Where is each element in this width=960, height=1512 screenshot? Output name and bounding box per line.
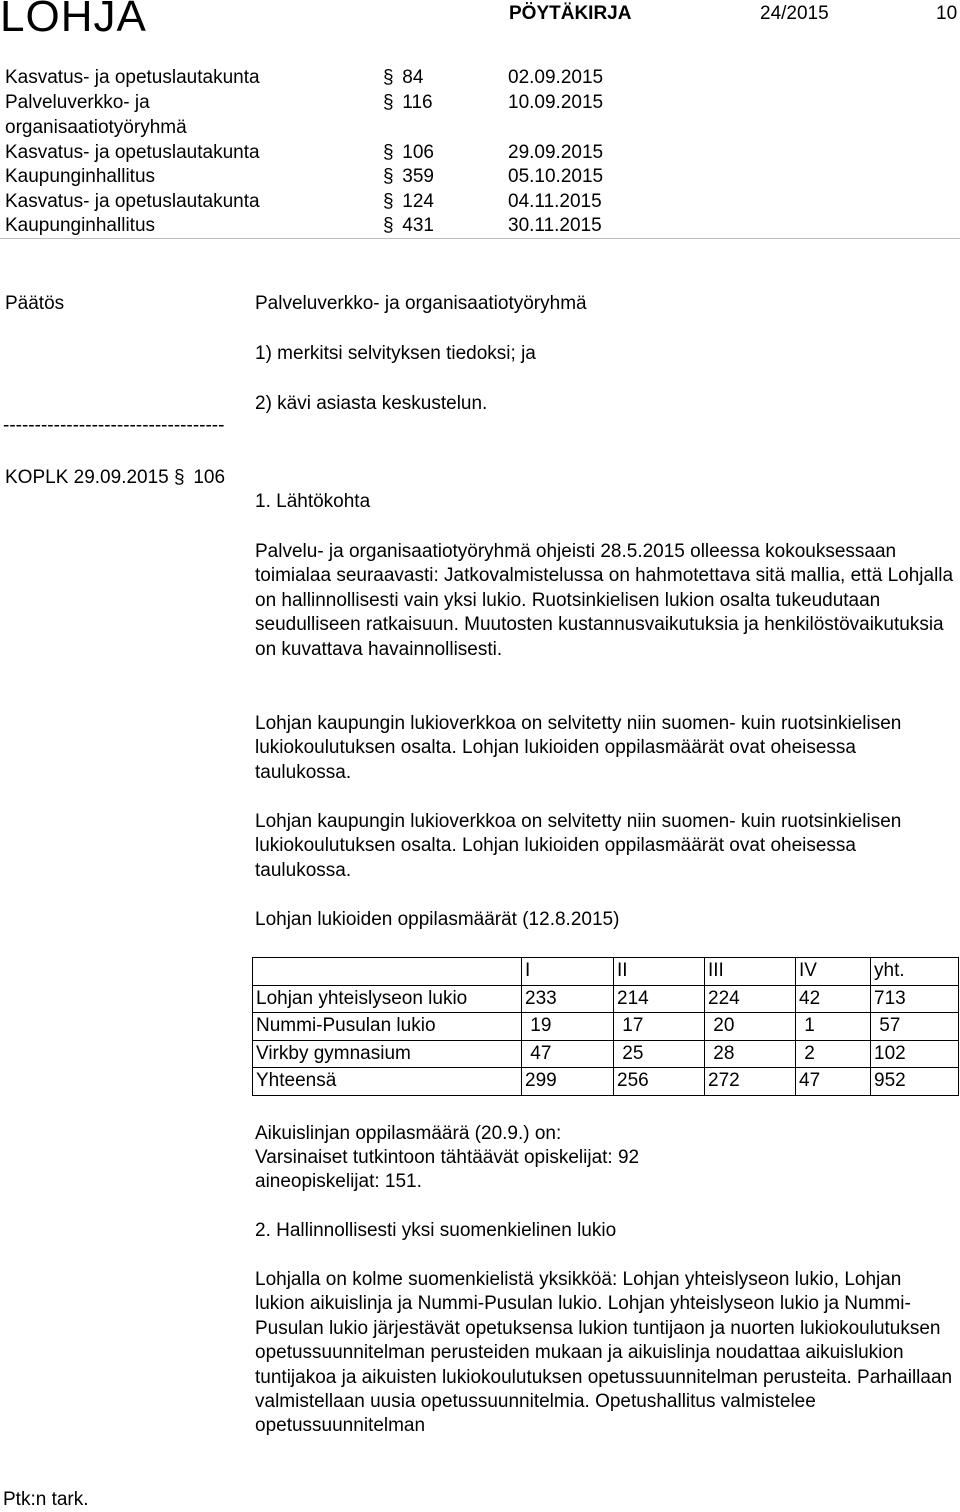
heading-1: 1. Lähtökohta: [255, 491, 371, 512]
paragraph-3: Lohjan kaupungin lukioverkkoa on selvitetty niin suomen- kuin ruotsinkielisen lukiokoulutuksen osalta. Lohjan lukioiden oppilasmäärät ovat oheisessa taulukossa.: [255, 811, 902, 881]
history-date: 30.11.2015: [508, 215, 602, 236]
table-cell: Lohjan yhteislyseon lukio: [253, 985, 522, 1013]
paragraph-4: Lohjalla on kolme suomenkielistä yksikköä: Lohjan yhteislyseon lukio, Lohjan lukion aikuislinja ja Nummi-Pusulan lukio. Lohjan yhteislyseon lukio ja Nummi-Pusulan lukio järjestävät opetuksensa lukion tuntijaon ja nuorten lukiokoulutuksen opetussuunnitelman perusteiden mukaan ja aikuislinja noudattaa aikuislukion tuntijakoa ja aikuisten lukiokoulutuksen opetussuunnitelman perusteita. Parhaillaan valmistellaan uusia opetussuunnitelmia. Opetushallitus valmistelee opetussuunnitelman: [255, 1269, 953, 1437]
table-cell: 952: [871, 1068, 959, 1096]
table-cell: Yhteensä: [253, 1068, 522, 1096]
table-cell: [253, 958, 522, 986]
document-type: PÖYTÄKIRJA: [509, 3, 632, 24]
table-row: [253, 985, 959, 1013]
table-cell: 20: [705, 1013, 796, 1041]
table-cell: 272: [705, 1068, 796, 1096]
table-cell: 2: [796, 1040, 871, 1068]
section-sign: §: [174, 467, 185, 488]
adult-line-3: aineopiskelijat: 151.: [255, 1171, 422, 1192]
table-cell: 28: [705, 1040, 796, 1068]
table-title: Lohjan lukioiden oppilasmäärät (12.8.2015): [255, 909, 620, 930]
table-header-row: [253, 958, 959, 986]
history-date: 02.09.2015: [508, 67, 604, 88]
history-body-cont: organisaatiotyöryhmä: [5, 117, 187, 138]
decision-label: Päätös: [5, 293, 65, 314]
section-sign: §: [383, 215, 394, 236]
table-cell: 57: [871, 1013, 959, 1041]
kopl-reference: KOPLK 29.09.2015 § 106: [5, 467, 226, 488]
paragraph-1: Palvelu- ja organisaatiotyöryhmä ohjeisti 28.5.2015 olleessa kokouksessaan toimialaa seuraavasti: Jatkovalmistelussa on hahmotettava sitä mallia, että Lohjalla on hallinnollisesti vain yksi lukio. Ruotsinkielisen lukion osalta tukeudutaan seudulliseen ratkaisuun. Muutosten kustannusvaikutuksia ja henkilöstövaikutuksia on kuvattava havainnollisesti.: [255, 541, 954, 660]
history-date: 29.09.2015: [508, 142, 604, 163]
table-row: [253, 1040, 959, 1068]
page-number: 10: [936, 3, 958, 24]
history-body: Kaupunginhallitus: [5, 215, 156, 236]
divider: [0, 238, 960, 239]
table-cell: I: [522, 958, 614, 986]
section-sign: §: [383, 92, 394, 113]
table-row: [253, 1013, 959, 1041]
table-cell: 102: [871, 1040, 959, 1068]
document-number: 24/2015: [760, 3, 829, 24]
section-sign: §: [383, 166, 394, 187]
history-section: § 84: [383, 67, 424, 88]
history-body: Kaupunginhallitus: [5, 166, 156, 187]
table-cell: 224: [705, 985, 796, 1013]
decision-item-2: 2) kävi asiasta keskustelun.: [255, 393, 488, 414]
table-cell: 233: [522, 985, 614, 1013]
table-cell: 299: [522, 1068, 614, 1096]
section-sign: §: [383, 142, 394, 163]
table-cell: 214: [614, 985, 705, 1013]
table-cell: Nummi-Pusulan lukio: [253, 1013, 522, 1041]
history-date: 04.11.2015: [508, 191, 602, 212]
table-cell: 17: [614, 1013, 705, 1041]
history-body: Kasvatus- ja opetuslautakunta: [5, 142, 260, 163]
decision-body: Palveluverkko- ja organisaatiotyöryhmä: [255, 293, 587, 314]
table-cell: 713: [871, 985, 959, 1013]
history-section: § 106: [383, 142, 434, 163]
history-date: 05.10.2015: [508, 166, 604, 187]
table-cell: 1: [796, 1013, 871, 1041]
table-cell: II: [614, 958, 705, 986]
history-body: Kasvatus- ja opetuslautakunta: [5, 191, 260, 212]
section-sign: §: [383, 191, 394, 212]
heading-2: 2. Hallinnollisesti yksi suomenkielinen lukio: [255, 1220, 617, 1241]
history-date: 10.09.2015: [508, 92, 604, 113]
table-cell: 47: [796, 1068, 871, 1096]
section-sign: §: [383, 67, 394, 88]
adult-line-2: Varsinaiset tutkintoon tähtäävät opiskelijat: 92: [255, 1147, 640, 1168]
table-cell: IV: [796, 958, 871, 986]
table-cell: yht.: [871, 958, 959, 986]
table-cell: III: [705, 958, 796, 986]
student-count-table: [252, 957, 959, 1096]
table-cell: 25: [614, 1040, 705, 1068]
history-body: Kasvatus- ja opetuslautakunta: [5, 67, 260, 88]
table-cell: 256: [614, 1068, 705, 1096]
history-section: § 124: [383, 191, 434, 212]
separator-line: -----------------------------------: [3, 415, 225, 436]
table-cell: 19: [522, 1013, 614, 1041]
history-section: § 431: [383, 215, 434, 236]
paragraph-2: Lohjan kaupungin lukioverkkoa on selvitetty niin suomen- kuin ruotsinkielisen lukiokoulutuksen osalta. Lohjan lukioiden oppilasmäärät ovat oheisessa taulukossa.: [255, 713, 902, 783]
table-cell: 42: [796, 985, 871, 1013]
history-body: Palveluverkko- ja: [5, 92, 150, 113]
table-row: [253, 1068, 959, 1096]
history-section: § 359: [383, 166, 434, 187]
adult-line-1: Aikuislinjan oppilasmäärä (20.9.) on:: [255, 1123, 562, 1144]
history-section: § 116: [383, 92, 433, 113]
decision-item-1: 1) merkitsi selvityksen tiedoksi; ja: [255, 343, 536, 364]
city-logo: LOHJA: [0, 0, 147, 41]
table-cell: Virkby gymnasium: [253, 1040, 522, 1068]
table-cell: 47: [522, 1040, 614, 1068]
footer-initials: Ptk:n tark.: [3, 1489, 89, 1510]
